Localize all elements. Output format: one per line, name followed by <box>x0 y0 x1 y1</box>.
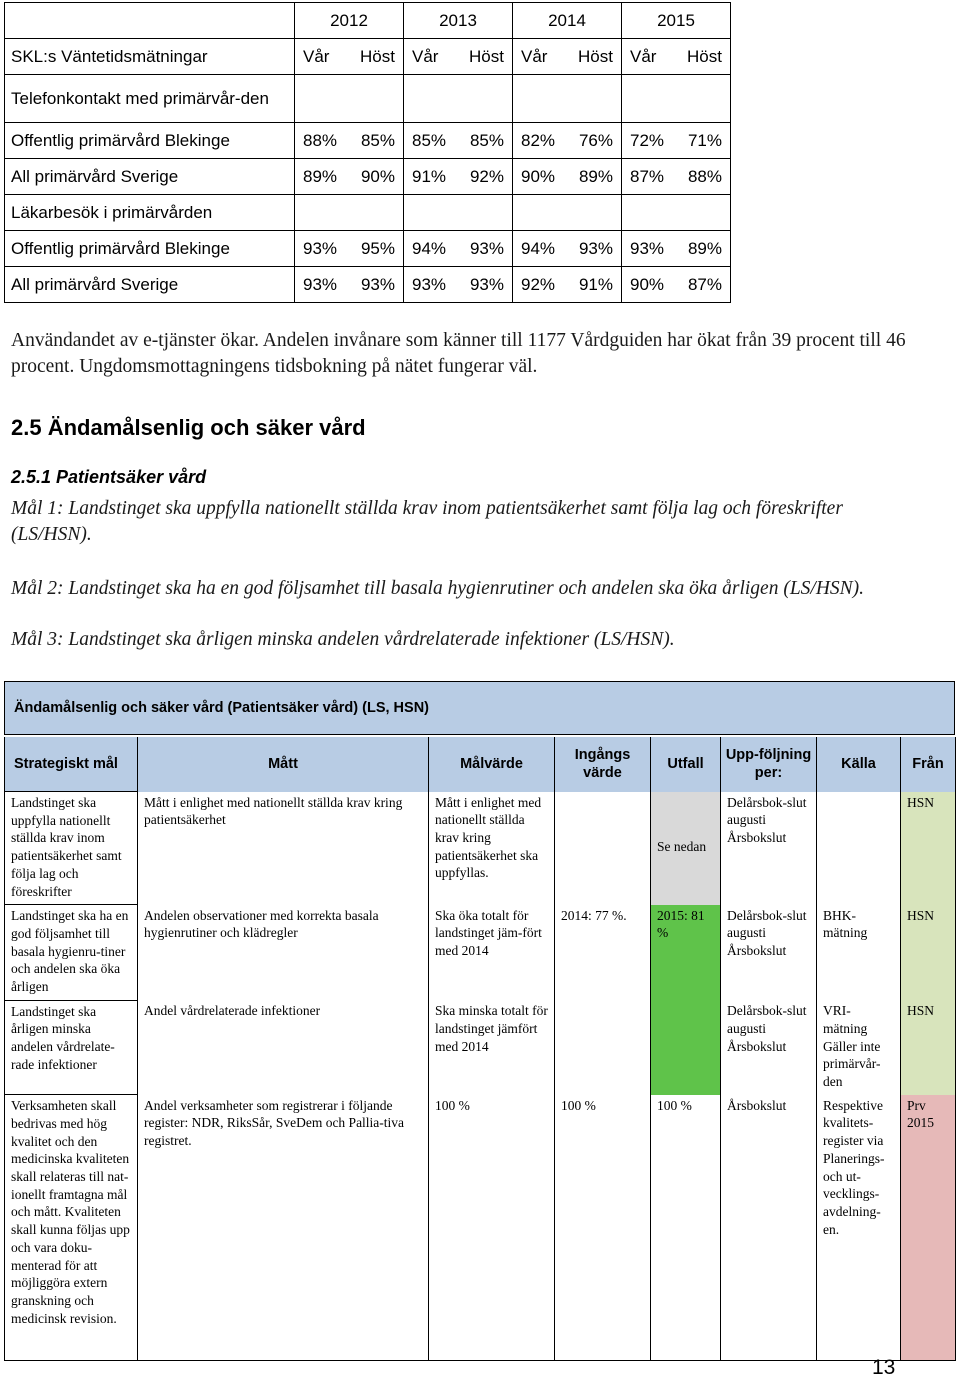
target-cell: Ska minska totalt för landstinget jämfört med 2014 <box>429 1000 555 1095</box>
followup-cell: Delårsbok-slut augusti Årsbokslut <box>721 1000 817 1095</box>
value-cell: 72% <box>630 130 665 150</box>
year-header: 2014 <box>513 3 622 39</box>
outcome-cell <box>651 1000 721 1095</box>
from-cell: HSN <box>901 1000 956 1095</box>
section-heading-2-5-1: 2.5.1 Patientsäker vård <box>11 467 207 487</box>
value-cell: 90% <box>360 166 395 186</box>
from-cell: HSN <box>901 792 956 905</box>
row-label: All primärvård Sverige <box>5 159 295 195</box>
value-cell: 91% <box>578 274 613 294</box>
outcome-cell: 2015: 81 % <box>651 905 721 1001</box>
value-cell: 85% <box>469 130 504 150</box>
table-row <box>5 123 731 159</box>
value-cell: 95% <box>360 238 395 258</box>
initial-value-cell <box>555 792 651 905</box>
followup-cell: Delårsbok-slut augusti Årsbokslut <box>721 905 817 1001</box>
season-header: Höst <box>578 46 613 66</box>
source-cell <box>817 792 901 905</box>
value-cell: 93% <box>630 238 665 258</box>
goal-1-text: Mål 1: Landstinget ska uppfylla nationellt ställda krav inom patientsäkerhet samt följa lag och föreskrifter (LS/HSN). <box>11 498 843 545</box>
waiting-time-table <box>4 2 731 303</box>
season-header: Höst <box>360 46 395 66</box>
from-cell: Prv 2015 <box>901 1095 956 1361</box>
season-header: Vår <box>630 46 657 66</box>
source-cell: Respektive kvalitets-register via Planerings-och ut-vecklings-avdelning-en. <box>817 1095 901 1361</box>
col-header-strategic: Strategiskt mål <box>5 737 138 792</box>
target-cell: Mått i enlighet med nationellt ställda krav kring patientsäkerhet ska uppfyllas. <box>429 792 555 905</box>
page-number: 13 <box>872 1356 896 1379</box>
col-header-outcome: Utfall <box>651 737 721 792</box>
row-label: Offentlig primärvård Blekinge <box>5 123 295 159</box>
followup-cell: Årsbokslut <box>721 1095 817 1361</box>
season-header: Höst <box>687 46 722 66</box>
value-cell: 82% <box>521 130 556 150</box>
value-cell: 85% <box>412 130 447 150</box>
value-cell: 88% <box>687 166 722 186</box>
table-row <box>5 267 731 303</box>
season-header: Vår <box>412 46 439 66</box>
season-header: Vår <box>303 46 330 66</box>
col-header-followup: Upp-följning per: <box>721 737 817 792</box>
measure-cell: Andel verksamheter som registrerar i följande register: NDR, RiksSår, SveDem och Pallia-tiva registret. <box>138 1095 429 1361</box>
row-label: All primärvård Sverige <box>5 267 295 303</box>
goals-table-title: Ändamålsenlig och säker vård (Patientsäker vård) (LS, HSN) <box>4 681 955 735</box>
value-cell: 87% <box>687 274 722 294</box>
from-cell: HSN <box>901 905 956 1001</box>
outcome-cell: Se nedan <box>651 792 721 905</box>
value-cell: 87% <box>630 166 665 186</box>
table-row <box>5 905 956 1001</box>
col-header-from: Från <box>901 737 956 792</box>
value-cell: 93% <box>303 238 338 258</box>
value-cell: 93% <box>578 238 613 258</box>
value-cell: 93% <box>469 274 504 294</box>
year-header: 2013 <box>404 3 513 39</box>
value-cell: 92% <box>469 166 504 186</box>
season-header: Vår <box>521 46 548 66</box>
section-heading: Läkarbesök i primärvården <box>5 195 295 231</box>
section-heading: Telefonkontakt med primärvår-den <box>5 75 295 123</box>
table-row <box>5 159 731 195</box>
year-header: 2015 <box>622 3 731 39</box>
value-cell: 89% <box>578 166 613 186</box>
initial-value-cell: 100 % <box>555 1095 651 1361</box>
value-cell: 93% <box>360 274 395 294</box>
col-header-source: Källa <box>817 737 901 792</box>
table-row <box>5 1000 956 1095</box>
table-title: SKL:s Väntetidsmätningar <box>5 39 295 75</box>
value-cell: 71% <box>687 130 722 150</box>
value-cell: 94% <box>521 238 556 258</box>
season-header: Höst <box>469 46 504 66</box>
initial-value-cell <box>555 1000 651 1095</box>
measure-cell: Andel vårdrelaterade infektioner <box>138 1000 429 1095</box>
goal-2-text: Mål 2: Landstinget ska ha en god följsamhet till basala hygienrutiner och andelen ska öka årligen (LS/HSN). <box>11 578 865 599</box>
value-cell: 88% <box>303 130 338 150</box>
year-header: 2012 <box>295 3 404 39</box>
strategic-goal-cell: Landstinget ska uppfylla nationellt ställda krav inom patientsäkerhet samt följa lag och föreskrifter <box>5 792 138 905</box>
source-cell: VRI-mätning Gäller inte primärvår-den <box>817 1000 901 1095</box>
value-cell: 93% <box>412 274 447 294</box>
col-header-initial: Ingångs värde <box>555 737 651 792</box>
value-cell: 89% <box>687 238 722 258</box>
outcome-cell: 100 % <box>651 1095 721 1361</box>
section-heading-2-5: 2.5 Ändamålsenlig och säker vård <box>11 415 366 440</box>
target-cell: Ska öka totalt för landstinget jäm-fört med 2014 <box>429 905 555 1001</box>
measure-cell: Mått i enlighet med nationellt ställda krav kring patientsäkerhet <box>138 792 429 905</box>
target-cell: 100 % <box>429 1095 555 1361</box>
value-cell: 76% <box>578 130 613 150</box>
patient-safety-goals-table <box>4 681 955 1361</box>
value-cell: 93% <box>469 238 504 258</box>
value-cell: 93% <box>303 274 338 294</box>
strategic-goal-cell: Verksamheten skall bedrivas med hög kvalitet och den medicinska kvaliteten skall relateras till nat-ionellt framtagna mål och mått. Kvaliteten skall kunna följas upp och vara doku-menterad för att möjliggöra extern granskning och medicinsk revision. <box>5 1095 138 1361</box>
strategic-goal-cell: Landstinget ska årligen minska andelen vårdrelate-rade infektioner <box>5 1000 138 1095</box>
e-services-paragraph: Användandet av e-tjänster ökar. Andelen invånare som känner till 1177 Vårdguiden har ökat från 39 procent till 46 procent. Ungdomsmottagningens tidsbokning på nätet fungerar väl. <box>11 330 906 377</box>
empty-cell <box>5 3 295 39</box>
measure-cell: Andelen observationer med korrekta basala hygienrutiner och klädregler <box>138 905 429 1001</box>
goal-3-text: Mål 3: Landstinget ska årligen minska andelen vårdrelaterade infektioner (LS/HSN). <box>11 629 675 650</box>
row-label: Offentlig primärvård Blekinge <box>5 231 295 267</box>
table-row <box>5 1095 956 1361</box>
value-cell: 92% <box>521 274 556 294</box>
value-cell: 94% <box>412 238 447 258</box>
table-row <box>5 792 956 905</box>
value-cell: 91% <box>412 166 447 186</box>
strategic-goal-cell: Landstinget ska ha en god följsamhet till basala hygienru-tiner och andelen ska öka årligen <box>5 905 138 1001</box>
table-row <box>5 231 731 267</box>
source-cell: BHK-mätning <box>817 905 901 1001</box>
col-header-measure: Mått <box>138 737 429 792</box>
col-header-target: Målvärde <box>429 737 555 792</box>
value-cell: 90% <box>630 274 665 294</box>
initial-value-cell: 2014: 77 %. <box>555 905 651 1001</box>
value-cell: 89% <box>303 166 338 186</box>
followup-cell: Delårsbok-slut augusti Årsbokslut <box>721 792 817 905</box>
value-cell: 85% <box>360 130 395 150</box>
value-cell: 90% <box>521 166 556 186</box>
